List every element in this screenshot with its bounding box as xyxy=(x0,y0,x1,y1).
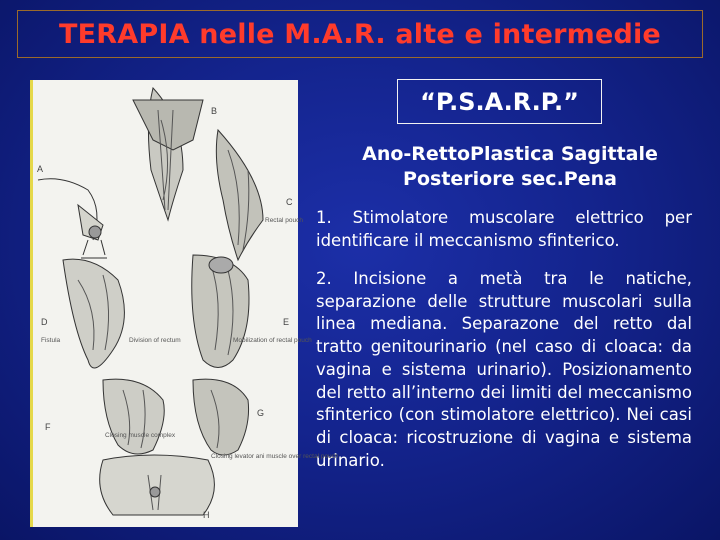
paragraph-1: 1. Stimolatore muscolare elettrico per identificare il meccanismo sfinterico. xyxy=(316,208,692,250)
caption-mobilization: Mobilization of rectal pouch xyxy=(233,337,312,344)
panel-e-drawing xyxy=(192,255,249,368)
panel-h-drawing xyxy=(100,455,215,515)
panel-letter-b: B xyxy=(211,106,218,116)
caption-closing-muscle: Closing muscle complex xyxy=(105,432,176,439)
panel-d-drawing xyxy=(63,259,124,368)
panel-a-drawing xyxy=(38,179,107,258)
acronym-box: “P.S.A.R.P.” xyxy=(397,79,602,124)
surgical-drawing xyxy=(33,80,339,527)
panel-c-drawing xyxy=(216,130,263,260)
surgical-illustration xyxy=(30,80,339,527)
paragraph-2: 2. Incisione a metà tra le natiche, separazione delle strutture muscolari sulla linea mediana. Separazone del retto dal tratto genitourinario (nel caso di cloaca: da vagina e sistema urinario). Posizionamento del retto all’interno dei limiti del meccanismo sfinterico (con stimolatore elettrico). Nei casi di cloaca: ricostruzione di vagina e sistema urinario. xyxy=(316,269,692,470)
subtitle xyxy=(318,142,702,192)
panel-letter-a: A xyxy=(37,164,44,174)
panel-letter-d: D xyxy=(41,317,48,327)
panel-letter-e: E xyxy=(283,317,290,327)
panel-b-drawing xyxy=(133,88,203,220)
slide-title: TERAPIA nelle M.A.R. alte e intermedie xyxy=(17,10,703,58)
caption-division-of-rectum: Division of rectum xyxy=(129,337,181,344)
panel-f-drawing xyxy=(103,379,164,454)
panel-letter-g: G xyxy=(257,408,265,418)
panel-g-drawing xyxy=(193,379,249,455)
subtitle-line-2: Posteriore sec.Pena xyxy=(403,168,617,190)
panel-letter-f: F xyxy=(45,422,51,432)
caption-fistula: Fistula xyxy=(41,337,61,344)
caption-closing-levator: Closing levator ani muscle over rectal pouch xyxy=(211,453,339,460)
panel-letter-h: H xyxy=(203,510,210,520)
subtitle-line-1: Ano-RettoPlastica Sagittale xyxy=(362,143,658,165)
panel-letter-c: C xyxy=(286,197,293,207)
caption-rectal-pouch: Rectal pouch xyxy=(265,217,303,224)
